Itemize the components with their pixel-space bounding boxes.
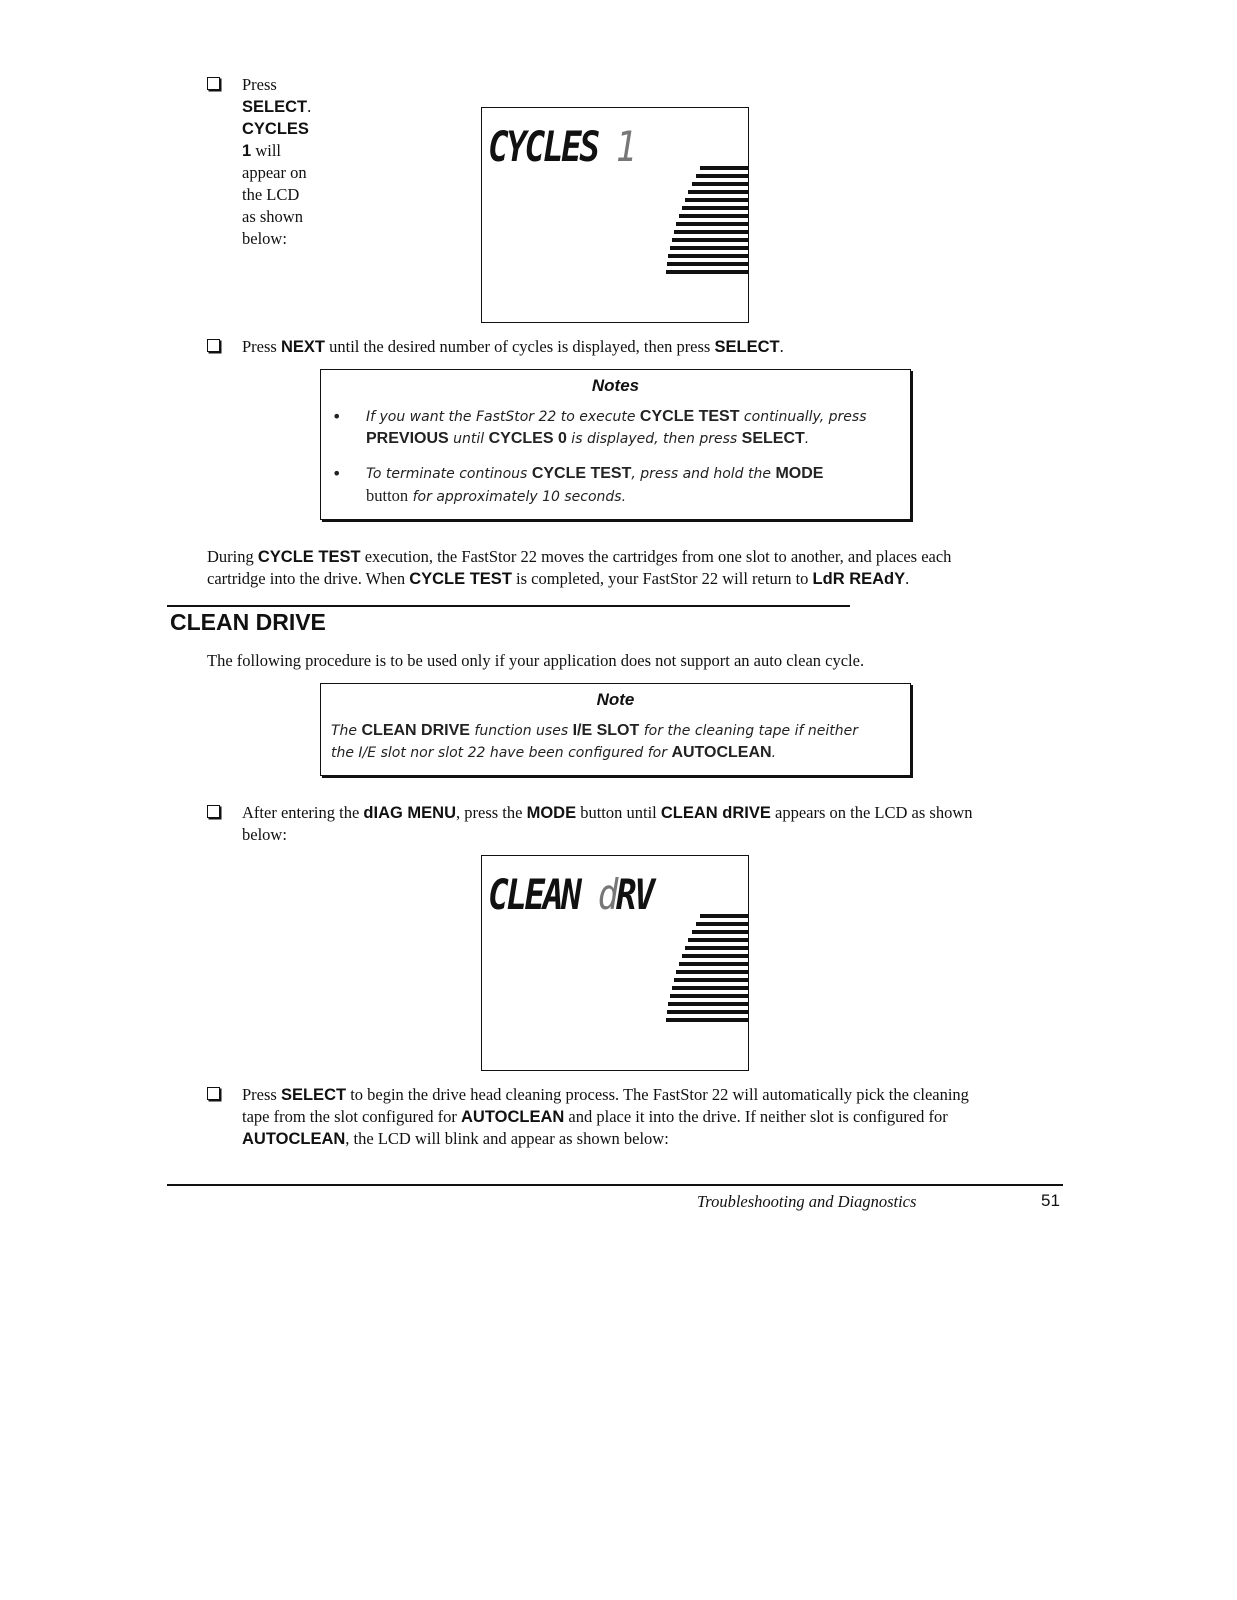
bullet-icon: • — [332, 407, 342, 426]
bullet-icon: • — [332, 464, 342, 483]
step-text: Press SELECT to begin the drive head cleaning process. The FastStor 22 will automatically pick the cleaning tape from the slot configured for AUTOCLEAN and place it into the drive. If neither slot is configured for AUTOCLEAN, the LCD will blink and appear as shown below: — [242, 1085, 969, 1148]
notes-box — [320, 369, 911, 520]
section-intro: The following procedure is to be used only if your application does not support an auto clean cycle. — [207, 651, 865, 670]
footer-chapter-title: Troubleshooting and Diagnostics — [697, 1192, 917, 1211]
note-text: The CLEAN DRIVE function uses I/E SLOT for the cleaning tape if neither the I/E slot nor slot 22 have been configured for AUTOCLEAN. — [331, 722, 858, 761]
checkbox-bullet-icon — [207, 1087, 220, 1100]
lcd-display-cycles — [481, 107, 749, 323]
note-item: • If you want the FastStor 22 to execute CYCLE TEST continually, press PREVIOUS until CYCLES 0 is displayed, then press SELECT. — [332, 407, 867, 447]
section-heading: CLEAN DRIVE — [170, 609, 326, 635]
note-title: Note — [596, 690, 635, 709]
checkbox-bullet-icon — [207, 339, 220, 352]
lcd-bar-graph-icon — [666, 166, 748, 284]
lcd-bar-graph-icon — [666, 914, 748, 1032]
checkbox-bullet-icon — [207, 805, 220, 818]
lcd-text: CYCLES 1 — [488, 122, 635, 171]
footer-divider — [167, 1184, 1063, 1186]
step-text: After entering the dIAG MENU, press the MODE button until CLEAN dRIVE appears on the LCD as shown below: — [242, 803, 973, 844]
notes-title: Notes — [591, 376, 640, 395]
step-text: Press NEXT until the desired number of cycles is displayed, then press SELECT. — [242, 337, 784, 356]
lcd-display-clean-drive — [481, 855, 749, 1071]
lcd-text: CLEAN dRV — [488, 870, 653, 919]
note-box — [320, 683, 911, 776]
section-divider — [167, 605, 850, 607]
step-text: Press SELECT. CYCLES 1 will appear on the LCD as shown below: — [242, 75, 312, 248]
note-item: • To terminate continous CYCLE TEST, press and hold the MODE button for approximately 10 seconds. — [332, 464, 824, 505]
cycle-test-paragraph: During CYCLE TEST execution, the FastStor 22 moves the cartridges from one slot to another, and places each cartridge into the drive. When CYCLE TEST is completed, your FastStor 22 will return to LdR REAdY. — [207, 547, 952, 588]
page-number: 51 — [1041, 1191, 1060, 1210]
checkbox-bullet-icon — [207, 77, 220, 90]
